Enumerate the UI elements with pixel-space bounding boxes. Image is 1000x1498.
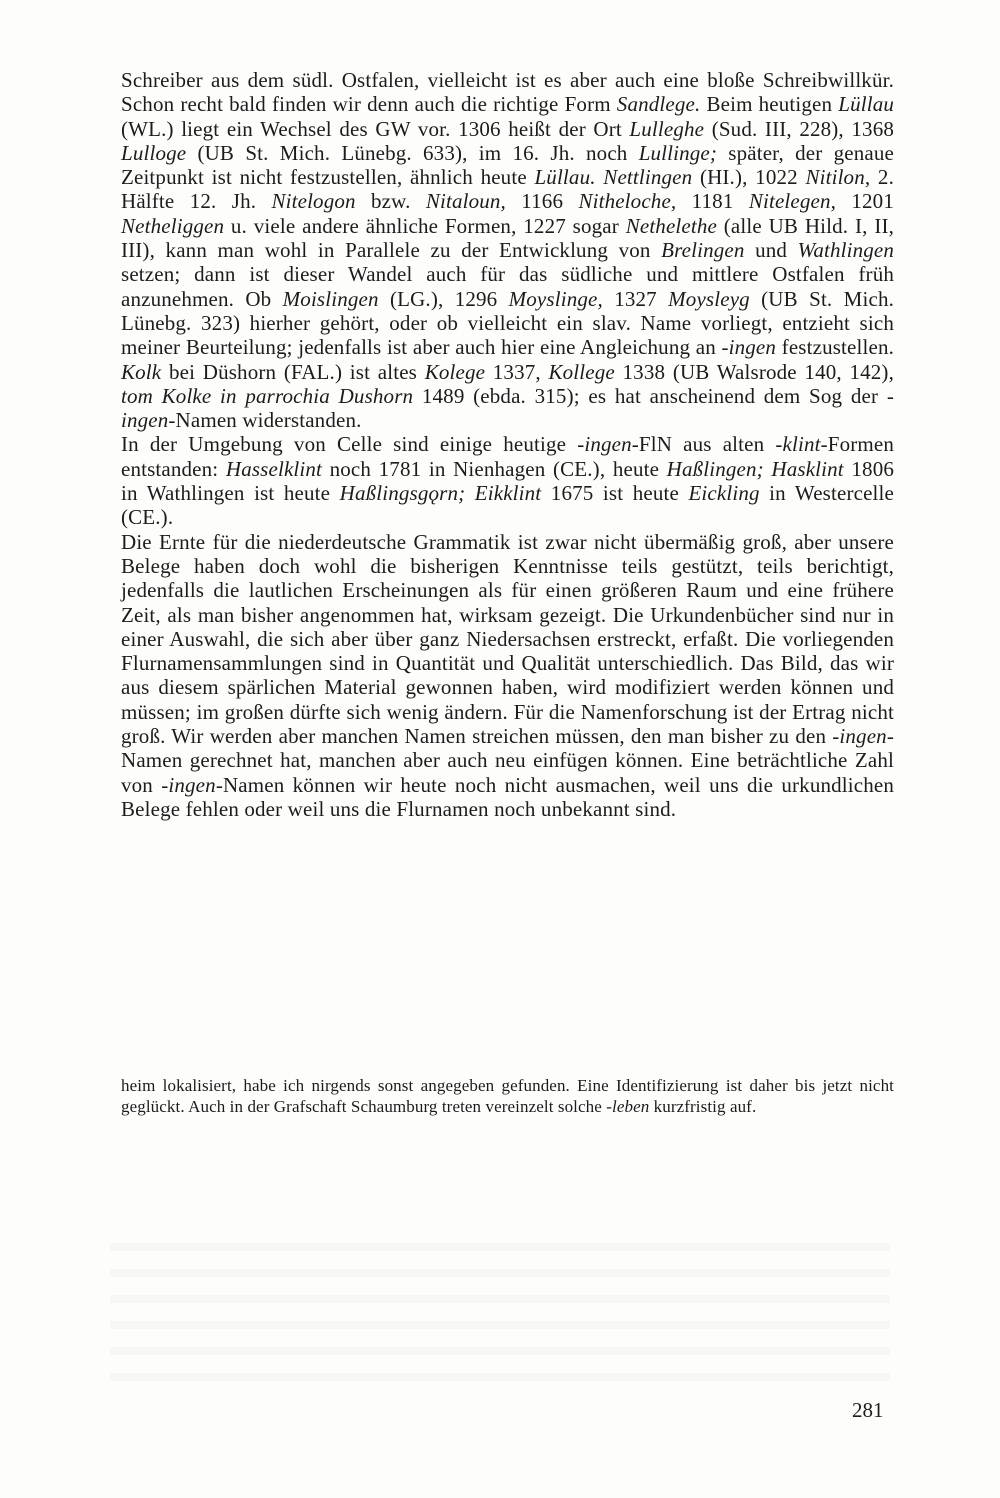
show-through-shadow <box>110 1225 890 1390</box>
page-number: 281 <box>852 1398 884 1422</box>
main-text <box>121 68 894 821</box>
paragraph-2: In der Umgebung von Celle sind einige heutige -ingen-FlN aus alten -klint-Formen entstanden: Hasselklint noch 1781 in Nienhagen (CE.), heute Haßlingen; Hasklint 1806 in Wathlingen ist heute Haßlingsgǫrn; Eikklint 1675 ist heute Eickling in Westercelle (CE.). <box>121 432 894 530</box>
footnote-text: heim lokalisiert, habe ich nirgends sonst angegeben gefunden. Eine Identifizierung ist daher bis jetzt nicht geglückt. Auch in der Grafschaft Schaumburg treten vereinzelt solche -leben kurzfristig auf. <box>121 1076 894 1116</box>
paragraph-3: Die Ernte für die niederdeutsche Grammatik ist zwar nicht übermäßig groß, aber unsere Belege haben doch wohl die bisherigen Kenntnisse teils gestützt, teils berichtigt, jedenfalls die lautlichen Erscheinungen als für einen größeren Raum und eine frühere Zeit, als man bisher angenommen hat, wirksam gezeigt. Die Urkundenbücher sind nur in einer Auswahl, die sich aber über ganz Niedersachsen erstreckt, erfaßt. Die vorliegenden Flurnamensammlungen sind in Quantität und Qualität unterschiedlich. Das Bild, das wir aus diesem spärlichen Material gewonnen haben, wird modifiziert werden können und müssen; im großen dürfte sich wenig ändern. Für die Namenforschung ist der Ertrag nicht groß. Wir werden aber manchen Namen streichen müssen, den man bisher zu den -ingen-Namen gerechnet hat, manchen aber auch neu einfügen können. Eine beträchtliche Zahl von -ingen-Namen können wir heute noch nicht ausmachen, weil uns die urkundlichen Belege fehlen oder weil uns die Flurnamen noch unbekannt sind. <box>121 529 894 821</box>
paragraph-1: Schreiber aus dem südl. Ostfalen, vielleicht ist es aber auch eine bloße Schreibwillkür. Schon recht bald finden wir denn auch die richtige Form Sandlege. Beim heutigen Lüllau (WL.) liegt ein Wechsel des GW vor. 1306 heißt der Ort Lulleghe (Sud. III, 228), 1368 Lulloge (UB St. Mich. Lünebg. 633), im 16. Jh. noch Lullinge; später, der genaue Zeitpunkt ist nicht festzustellen, ähnlich heute Lüllau. Nettlingen (HI.), 1022 Nitilon, 2. Hälfte 12. Jh. Nitelogon bzw. Nitaloun, 1166 Nitheloche, 1181 Nitelegen, 1201 Netheliggen u. viele andere ähnliche Formen, 1227 sogar Nethelethe (alle UB Hild. I, II, III), kann man wohl in Parallele zu der Entwicklung von Brelingen und Wathlingen setzen; dann ist dieser Wandel auch für das südliche und mittlere Ostfalen früh anzunehmen. Ob Moislingen (LG.), 1296 Moyslinge, 1327 Moysleyg (UB St. Mich. Lünebg. 323) hierher gehört, oder ob vielleicht ein slav. Name vorliegt, entzieht sich meiner Beurteilung; jedenfalls ist aber auch hier eine Angleichung an -ingen festzustellen. Kolk bei Düshorn (FAL.) ist altes Kolege 1337, Kollege 1338 (UB Walsrode 140, 142), tom Kolke in parrochia Dushorn 1489 (ebda. 315); es hat anscheinend dem Sog der -ingen-Namen widerstanden. <box>121 68 895 433</box>
footnote <box>121 1075 894 1117</box>
